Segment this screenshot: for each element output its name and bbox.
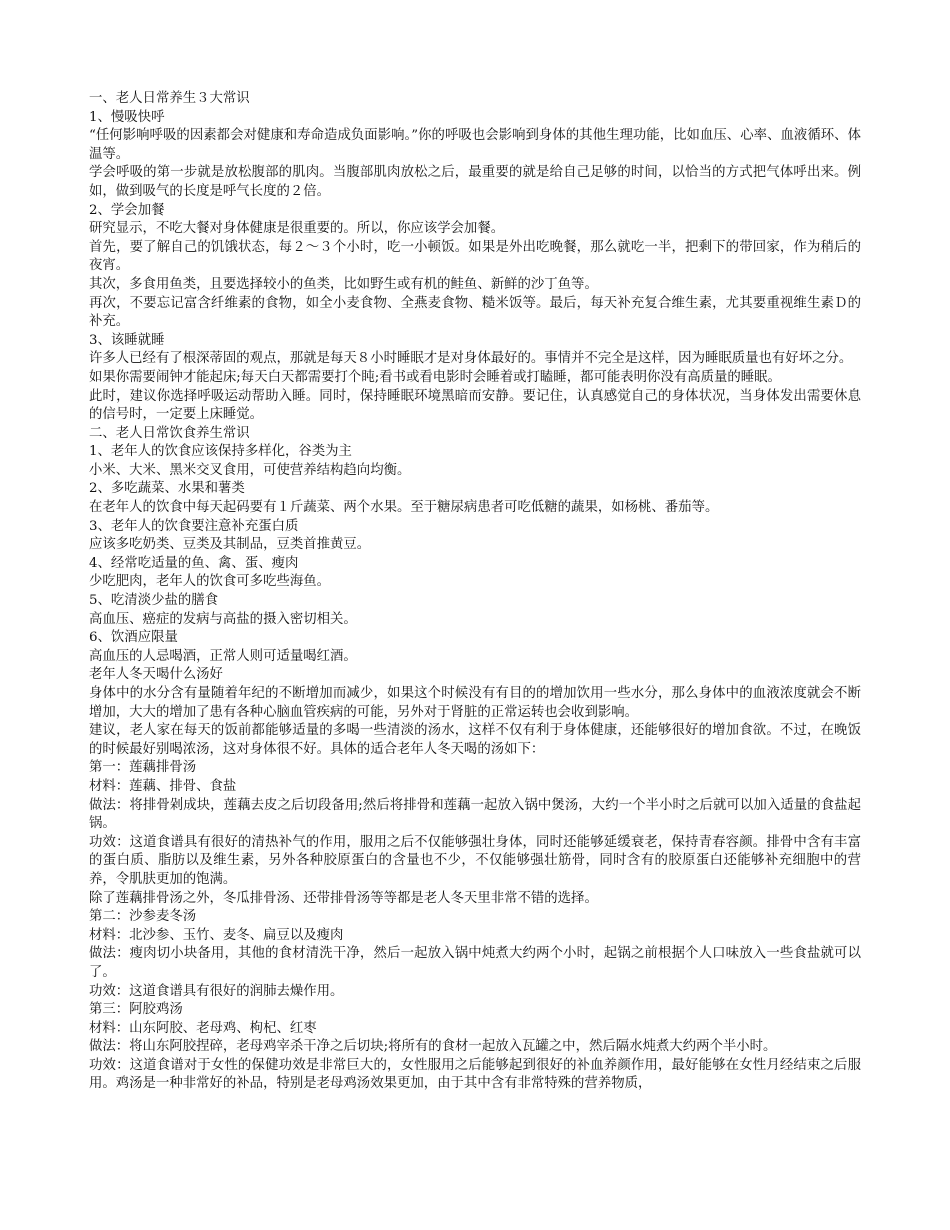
paragraph: 做法：将排骨剁成块，莲藕去皮之后切段备用;然后将排骨和莲藕一起放入锅中煲汤，大约一个半小时之后就可以加入适量的食盐起锅。	[89, 797, 861, 832]
paragraph: 再次，不要忘记富含纤维素的食物，如全小麦食物、全燕麦食物、糙米饭等。最后，每天补充复合维生素，尤其要重视维生素Ｄ的补充。	[89, 295, 861, 330]
paragraph: 研究显示，不吃大餐对身体健康是很重要的。所以，你应该学会加餐。	[89, 221, 505, 237]
paragraph: 除了莲藕排骨汤之外，冬瓜排骨汤、还带排骨汤等等都是老人冬天里非常不错的选择。	[89, 890, 598, 906]
subheading: 第二：沙参麦冬汤	[89, 909, 197, 925]
subheading: 1、老年人的饮食应该保持多样化，谷类为主	[89, 444, 352, 460]
paragraph: 此时，建议你选择呼吸运动帮助入睡。同时，保持睡眠环境黑暗而安静。要记住，认真感觉自己的身体状况，当身体发出需要休息的信号时，一定要上床睡觉。	[89, 388, 861, 423]
paragraph: 材料：北沙参、玉竹、麦冬、扁豆以及瘦肉	[89, 927, 344, 943]
paragraph: 建议，老人家在每天的饭前都能够适量的多喝一些清淡的汤水，这样不仅有利于身体健康，还能够很好的增加食欲。不过，在晚饭的时候最好别喝浓汤，这对身体很不好。具体的适合老年人冬天喝的汤如下：	[89, 723, 861, 757]
subheading: 3、老年人的饮食要注意补充蛋白质	[89, 518, 299, 534]
paragraph: 小米、大米、黑米交叉食用，可使营养结构趋向均衡。	[89, 462, 411, 478]
paragraph: 功效：这道食谱具有很好的润肺去燥作用。	[89, 983, 344, 999]
subheading: 1、慢吸快呼	[89, 109, 165, 125]
section-heading: 一、老人日常养生３大常识	[89, 91, 250, 106]
subheading: 4、经常吃适量的鱼、禽、蛋、瘦肉	[89, 555, 299, 571]
document-body	[89, 90, 861, 1094]
paragraph: 高血压、癌症的发病与高盐的摄入密切相关。	[89, 611, 357, 627]
paragraph: “任何影响呼吸的因素都会对健康和寿命造成负面影响。”你的呼吸也会影响到身体的其他生理功能，比如血压、心率、血液循环、体温等。	[89, 128, 861, 162]
paragraph: 首先，要了解自己的饥饿状态，每２～３个小时，吃一小顿饭。如果是外出吃晚餐，那么就吃一半，把剩下的带回家，作为稍后的夜宵。	[89, 239, 861, 274]
paragraph: 应该多吃奶类、豆类及其制品，豆类首推黄豆。	[89, 537, 371, 553]
paragraph: 功效：这道食谱具有很好的清热补气的作用，服用之后不仅能够强壮身体，同时还能够延缓衰老，保持青春容颜。排骨中含有丰富的蛋白质、脂肪以及维生素，另外各种胶原蛋白的含量也不少，不仅能够强壮筋骨，同时含有的胶原蛋白还能够补充细胞中的营养，令肌肤更加的饱满。	[89, 834, 861, 887]
paragraph: 材料：莲藕、排骨、食盐	[89, 778, 237, 794]
section-heading: 二、老人日常饮食养生常识	[89, 425, 250, 441]
paragraph: 许多人已经有了根深蒂固的观点，那就是每天８小时睡眠才是对身体最好的。事情并不完全是这样，因为睡眠质量也有好坏之分。	[89, 351, 853, 367]
subheading: 3、该睡就睡	[89, 332, 165, 348]
paragraph: 身体中的水分含有量随着年纪的不断增加而减少，如果这个时候没有有目的的增加饮用一些水分，那么身体中的血液浓度就会不断增加，大大的增加了患有各种心脑血管疾病的可能，另外对于肾脏的正常运转也会收到影响。	[89, 686, 861, 720]
paragraph: 材料：山东阿胶、老母鸡、枸杞、红枣	[89, 1020, 317, 1036]
section-heading: 老年人冬天喝什么汤好	[89, 667, 223, 683]
paragraph: 其次，多食用鱼类，且要选择较小的鱼类，比如野生或有机的鲑鱼、新鲜的沙丁鱼等。	[89, 276, 598, 292]
subheading: 第一：莲藕排骨汤	[89, 760, 197, 776]
paragraph: 功效：这道食谱对于女性的保健功效是非常巨大的，女性服用之后能够起到很好的补血养颜作用，最好能够在女性月经结束之后服用。鸡汤是一种非常好的补品，特别是老母鸡汤效果更加，由于其中含有非常特殊的营养物质，	[89, 1057, 861, 1092]
paragraph: 在老年人的饮食中每天起码要有１斤蔬菜、两个水果。至于糖尿病患者可吃低糖的蔬果，如杨桃、番茄等。	[89, 500, 719, 516]
subheading: 6、饮酒应限量	[89, 630, 178, 646]
subheading: 5、吃清淡少盐的膳食	[89, 593, 219, 609]
subheading: 第三：阿胶鸡汤	[89, 1002, 183, 1018]
paragraph: 高血压的人忌喝酒，正常人则可适量喝红酒。	[89, 648, 357, 664]
paragraph: 少吃肥肉，老年人的饮食可多吃些海鱼。	[89, 574, 331, 590]
subheading: 2、多吃蔬菜、水果和薯类	[89, 481, 245, 497]
subheading: 2、学会加餐	[89, 202, 165, 218]
paragraph: 如果你需要闹钟才能起床;每天白天都需要打个盹;看书或看电影时会睡着或打瞌睡，都可能表明你没有高质量的睡眠。	[89, 369, 781, 385]
paragraph: 做法：瘦肉切小块备用，其他的食材清洗干净，然后一起放入锅中炖煮大约两个小时，起锅之前根据个人口味放入一些食盐就可以了。	[89, 946, 861, 980]
paragraph: 学会呼吸的第一步就是放松腹部的肌肉。当腹部肌肉放松之后，最重要的就是给自己足够的时间，以恰当的方式把气体呼出来。例如，做到吸气的长度是呼气长度的２倍。	[89, 165, 861, 199]
paragraph: 做法：将山东阿胶捏碎，老母鸡宰杀干净之后切块;将所有的食材一起放入瓦罐之中，然后隔水炖煮大约两个半小时。	[89, 1039, 777, 1055]
